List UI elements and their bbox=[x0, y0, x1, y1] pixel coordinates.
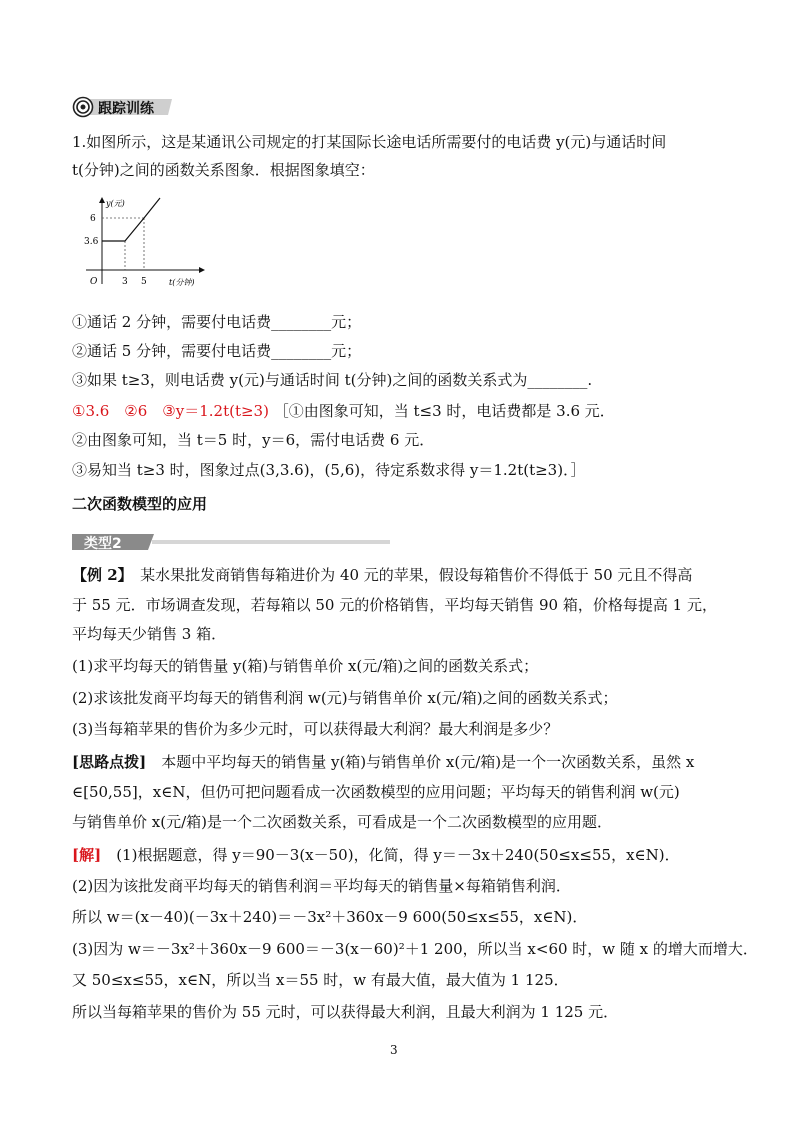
example-line-1 bbox=[72, 565, 732, 585]
example-tag: 【例 2】 bbox=[72, 566, 126, 584]
type-2-bar bbox=[72, 532, 390, 551]
y-tick-6: 6 bbox=[90, 214, 96, 224]
answer-line-2: ②由图象可知，当 t＝5 时，y＝6，需付电话费 6 元． bbox=[72, 431, 435, 449]
y-axis-label: y(元) bbox=[106, 199, 125, 208]
answer-line-1 bbox=[72, 401, 732, 421]
example-line-3: 平均每天少销售 3 箱． bbox=[72, 625, 227, 643]
banner-label: 跟踪训练 bbox=[98, 101, 154, 117]
example-question-1: (1)求平均每天的销售量 y(箱)与销售单价 x(元/箱)之间的函数关系式； bbox=[72, 657, 539, 675]
x-tick-5: 5 bbox=[141, 277, 147, 287]
solution-line-3: 所以 w＝(x－40)(－3x＋240)＝－3x²＋360x－9 600(50≤x≤55，x∈N)． bbox=[72, 908, 588, 926]
hint-line-3: 与销售单价 x(元/箱)是一个二次函数关系，可看成是一个二次函数模型的应用题． bbox=[72, 813, 612, 831]
hint-line-2: ∈[50,55]，x∈N，但仍可把问题看成一次函数模型的应用问题；平均每天的销售利润 w(元) bbox=[72, 783, 680, 801]
hint-text-1: 本题中平均每天的销售量 y(箱)与销售单价 x(元/箱)是一个一次函数关系，虽然 x bbox=[146, 753, 695, 771]
question-1-line-2: t(分钟)之间的函数关系图象．根据图象填空： bbox=[72, 161, 375, 179]
answer-line-3: ③易知当 t≥3 时，图象过点(3,3.6)，(5,6)，待定系数求得 y＝1.2t(t≥3)．］ bbox=[72, 461, 586, 479]
example-question-2: (2)求该批发商平均每天的销售利润 w(元)与销售单价 x(元/箱)之间的函数关系式； bbox=[72, 689, 618, 707]
hint-line-1 bbox=[72, 752, 732, 772]
solution-line-1 bbox=[72, 845, 732, 865]
sub-question-1: ①通话 2 分钟，需要付电话费________元； bbox=[72, 313, 362, 331]
origin-label: O bbox=[90, 277, 98, 287]
phone-fee-graph bbox=[72, 192, 212, 292]
section-title: 二次函数模型的应用 bbox=[72, 495, 208, 513]
sub-question-3: ③如果 t≥3，则电话费 y(元)与通话时间 t(分钟)之间的函数关系式为________. bbox=[72, 371, 593, 389]
solution-line-2: (2)因为该批发商平均每天的销售利润＝平均每天的销售量×每箱销售利润． bbox=[72, 877, 571, 895]
solution-line-6: 所以当每箱苹果的售价为 55 元时，可以获得最大利润，且最大利润为 1 125 元． bbox=[72, 1003, 619, 1021]
x-axis-label: t(分钟) bbox=[169, 278, 195, 287]
hint-tag: [思路点拨] bbox=[72, 753, 147, 771]
solution-line-5: 又 50≤x≤55，x∈N，所以当 x＝55 时，w 有最大值，最大值为 1 125． bbox=[72, 971, 569, 989]
y-tick-3.6: 3.6 bbox=[84, 237, 99, 247]
example-text-1: 某水果批发商销售每箱进价为 40 元的苹果，假设每箱售价不得低于 50 元且不得高 bbox=[125, 566, 693, 584]
answer-explanation-1: ［①由图象可知，当 t≤3 时，电话费都是 3.6 元． bbox=[273, 402, 615, 420]
example-question-3: (3)当每箱苹果的售价为多少元时，可以获得最大利润？最大利润是多少？ bbox=[72, 720, 559, 738]
page-number: 3 bbox=[390, 1043, 398, 1057]
practice-banner bbox=[72, 96, 172, 118]
question-1-line-1: 1.如图所示，这是某通讯公司规定的打某国际长途电话所需要付的电话费 y(元)与通话时间 bbox=[72, 133, 667, 151]
solution-line-4: (3)因为 w＝－3x²＋360x－9 600＝－3(x－60)²＋1 200，所以当 x<60 时，w 随 x 的增大而增大． bbox=[72, 940, 758, 958]
solution-tag: [解] bbox=[72, 846, 102, 864]
solution-text-1: (1)根据题意，得 y＝90－3(x－50)，化简，得 y＝－3x＋240(50≤x≤55，x∈N)． bbox=[101, 846, 680, 864]
sub-question-2: ②通话 5 分钟，需要付电话费________元； bbox=[72, 342, 362, 360]
x-tick-3: 3 bbox=[122, 277, 128, 287]
type-label: 类型2 bbox=[84, 536, 122, 552]
example-line-2: 于 55 元．市场调查发现，若每箱以 50 元的价格销售，平均每天销售 90 箱，价格每提高 1 元， bbox=[72, 596, 717, 614]
answer-key: ①3.6 ②6 ③y＝1.2t(t≥3) bbox=[72, 402, 269, 420]
